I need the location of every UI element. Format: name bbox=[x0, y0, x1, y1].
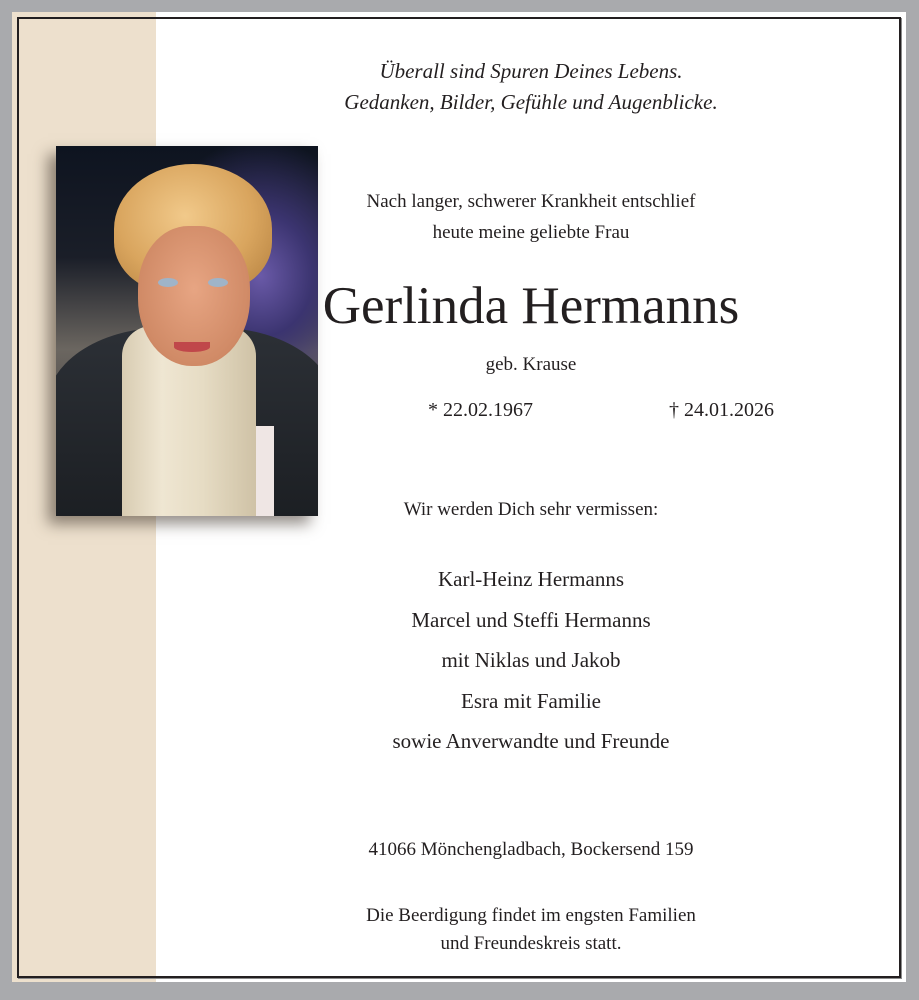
mourner-item: Esra mit Familie bbox=[461, 688, 601, 713]
deceased-name: Gerlinda Hermanns bbox=[322, 277, 740, 335]
birth-date: * 22.02.1967 bbox=[428, 399, 533, 421]
intro-line: heute meine geliebte Frau bbox=[432, 222, 630, 243]
mourner-item: sowie Anverwandte und Freunde bbox=[392, 729, 670, 753]
mourning-line: Wir werden Dich sehr vermissen: bbox=[403, 499, 659, 520]
mourner-item: mit Niklas und Jakob bbox=[441, 648, 621, 672]
motto-line: Gedanken, Bilder, Gefühle und Augenblicke. bbox=[344, 90, 718, 114]
family-address: 41066 Mönchengladbach, Bockersend 159 bbox=[368, 839, 694, 860]
intro-line: Nach langer, schwerer Krankheit entschlief bbox=[366, 191, 696, 212]
funeral-note bbox=[156, 902, 906, 958]
birth-name: geb. Krause bbox=[485, 354, 577, 375]
funeral-line: und Freundeskreis statt. bbox=[440, 933, 622, 954]
mourner-item: Marcel und Steffi Hermanns bbox=[411, 607, 651, 632]
motto-verse bbox=[156, 56, 906, 118]
motto-line: Überall sind Spuren Deines Lebens. bbox=[379, 59, 683, 83]
mourner-item: Karl-Heinz Hermanns bbox=[437, 567, 624, 591]
mourners-list bbox=[156, 559, 906, 762]
funeral-line: Die Beerdigung findet im engsten Familien bbox=[366, 905, 696, 926]
intro-text bbox=[156, 186, 906, 248]
photo-mouth bbox=[174, 342, 210, 352]
death-date: † 24.01.2026 bbox=[669, 399, 774, 421]
